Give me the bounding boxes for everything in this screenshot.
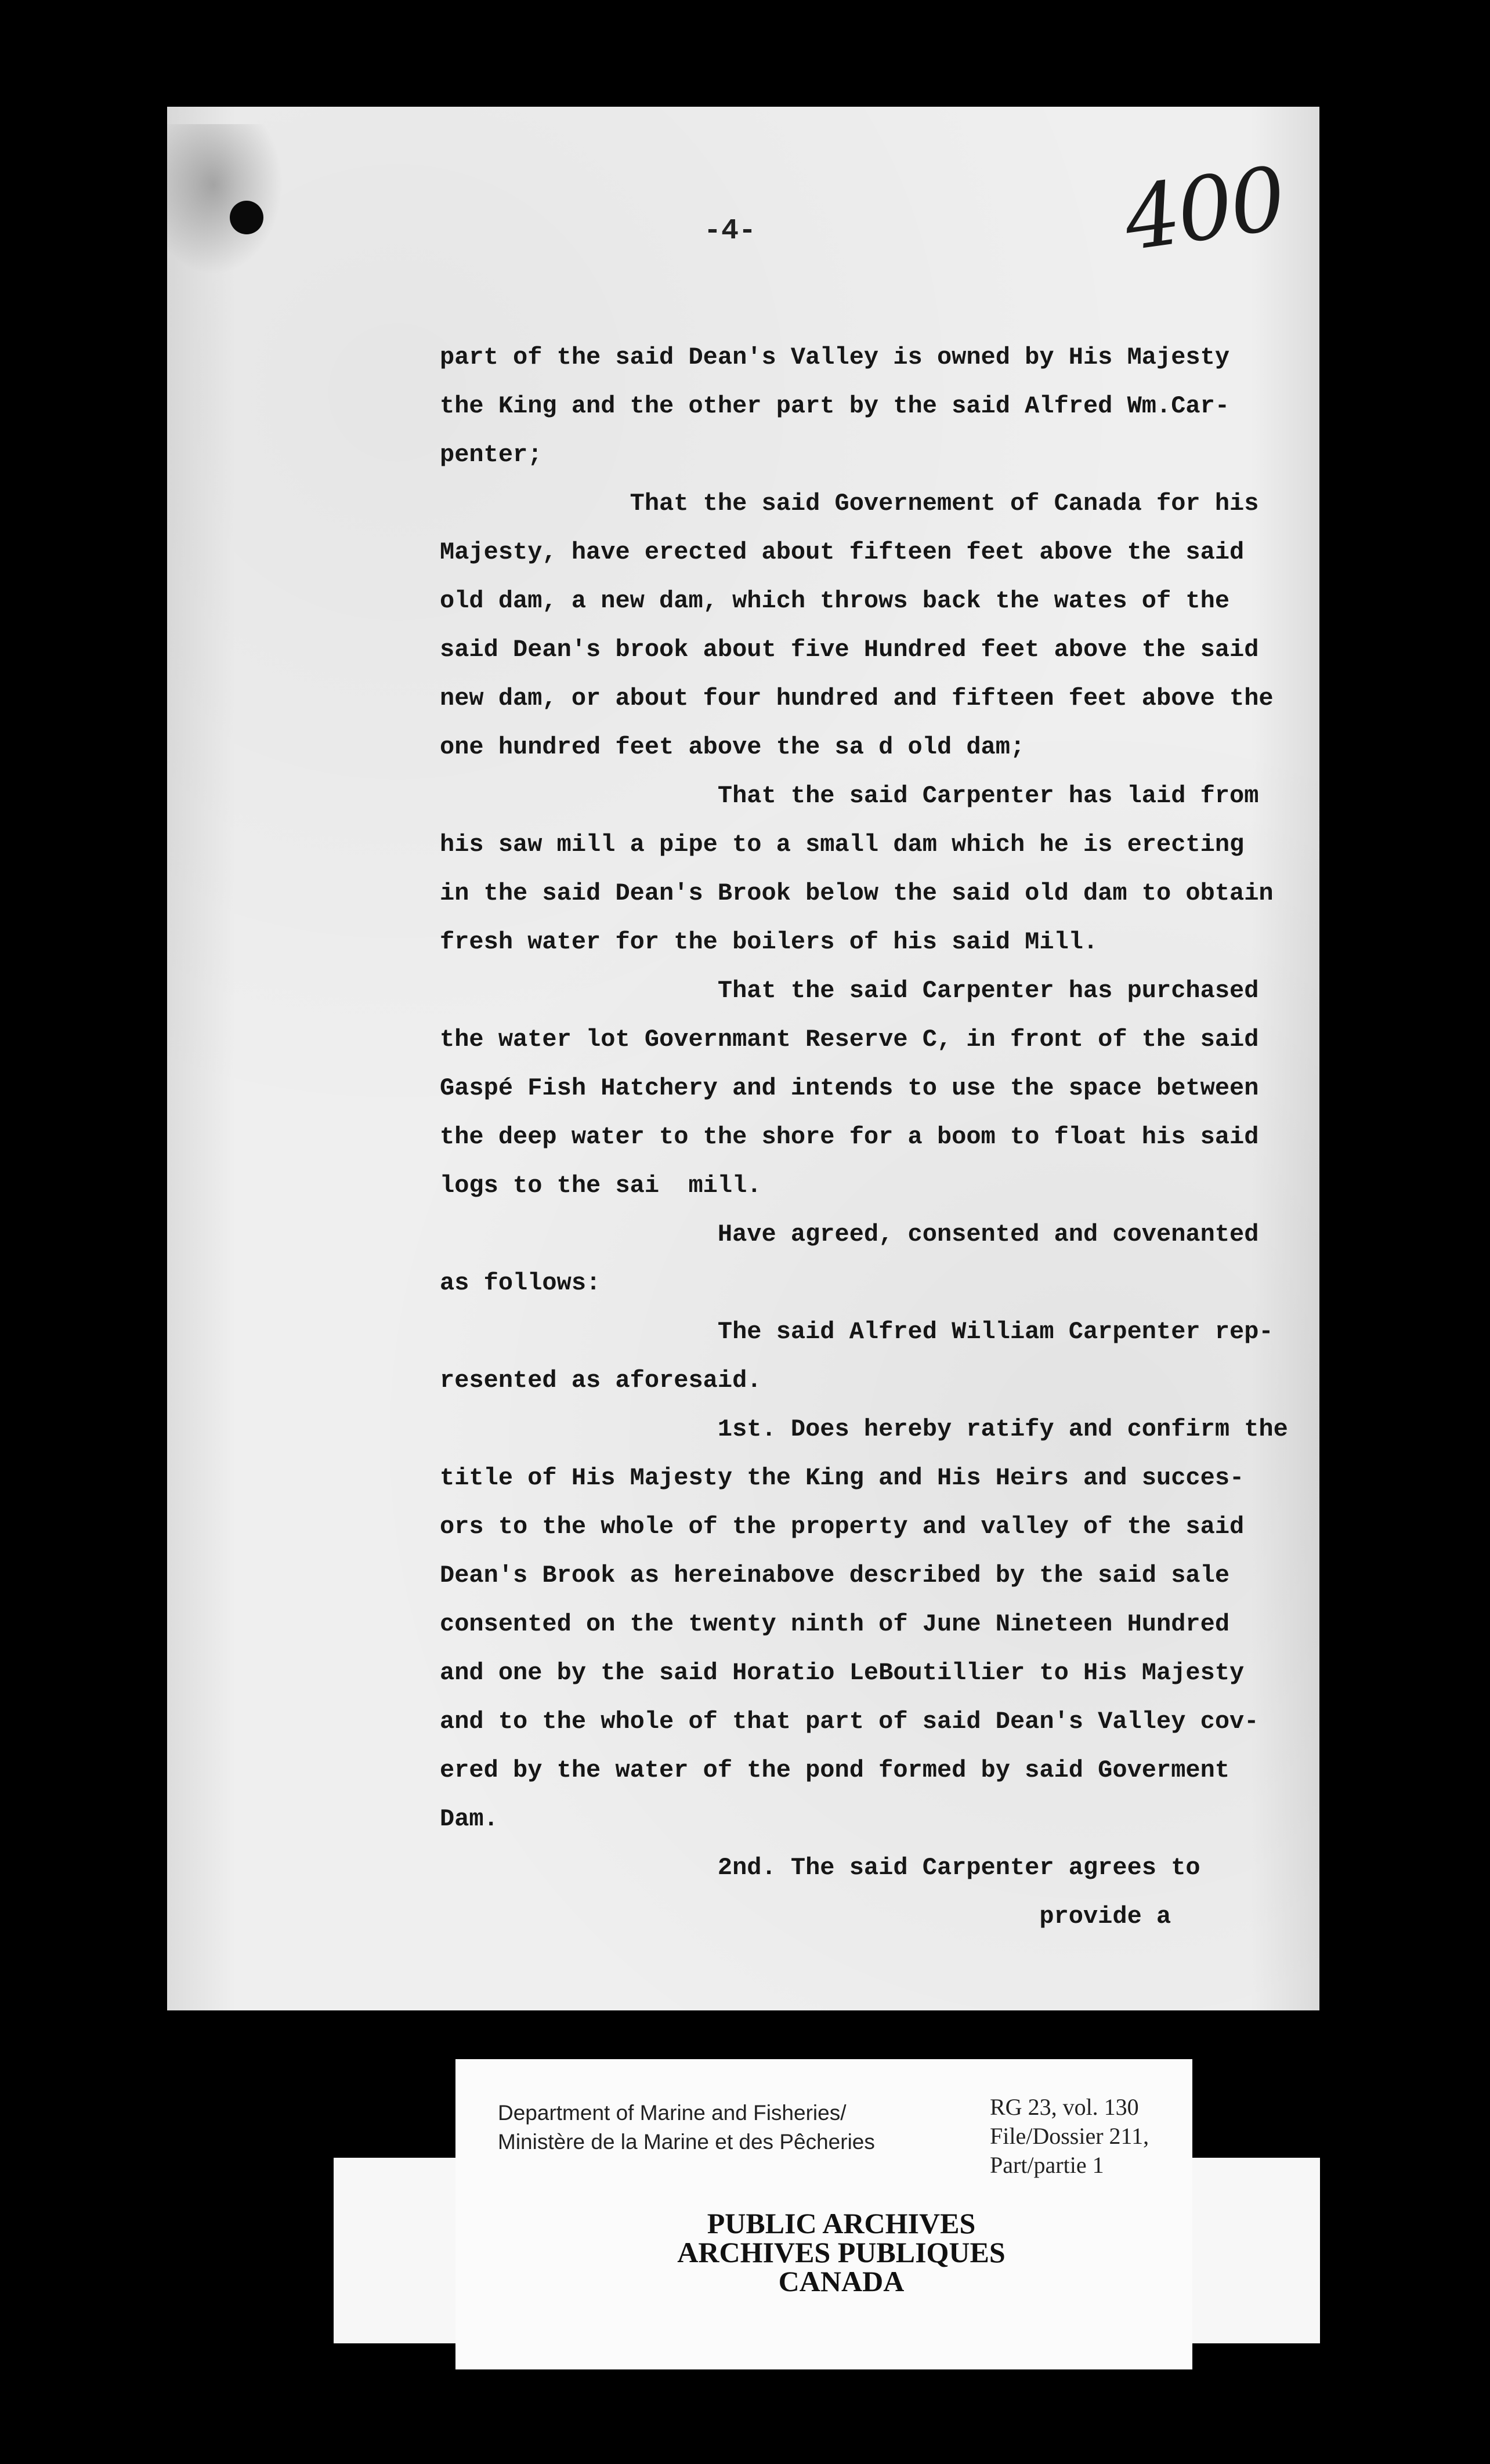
punch-hole (230, 201, 263, 234)
body-line: Majesty, have erected about fifteen feet above the said (440, 538, 1245, 566)
body-line: title of His Majesty the King and His Heirs and succes- (440, 1464, 1245, 1492)
body-line: ors to the whole of the property and valley of the said (440, 1513, 1245, 1541)
body-line: ered by the water of the pond formed by said Goverment (440, 1756, 1230, 1784)
department-line-english: Department of Marine and Fisheries/ (498, 2101, 847, 2125)
body-line: The said Alfred William Carpenter rep- (440, 1318, 1274, 1346)
archives-line-english: PUBLIC ARCHIVES (707, 2207, 976, 2240)
body-line: the deep water to the shore for a boom to float his said (440, 1123, 1259, 1151)
page-number: -4- (704, 215, 757, 248)
body-line: Have agreed, consented and covenanted (440, 1220, 1259, 1248)
body-line: 2nd. The said Carpenter agrees to (440, 1854, 1200, 1882)
page-corner-shadow (167, 124, 283, 275)
body-line: in the said Dean's Brook below the said old dam to obtain (440, 879, 1274, 907)
reference-file: File/Dossier 211, (990, 2123, 1149, 2149)
reference-part: Part/partie 1 (990, 2152, 1104, 2178)
body-line: the water lot Governmant Reserve C, in front of the said (440, 1026, 1259, 1053)
body-line: provide a (440, 1903, 1171, 1930)
document-page (167, 107, 1319, 2010)
body-line: old dam, a new dam, which throws back the wates of the (440, 587, 1230, 615)
body-line: consented on the twenty ninth of June Nineteen Hundred (440, 1610, 1230, 1638)
body-line: Dean's Brook as hereinabove described by the said sale (440, 1561, 1230, 1589)
body-line: fresh water for the boilers of his said Mill. (440, 928, 1098, 956)
body-line: That the said Governement of Canada for his (440, 490, 1259, 517)
body-line: said Dean's brook about five Hundred feet above the said (440, 636, 1259, 664)
body-line: Gaspé Fish Hatchery and intends to use the space between (440, 1074, 1259, 1102)
body-line: one hundred feet above the sa d old dam; (440, 733, 1025, 761)
body-line: logs to the sai mill. (440, 1172, 762, 1200)
archives-stamp (609, 2209, 1073, 2296)
department-line-french: Ministère de la Marine et des Pêcheries (498, 2130, 875, 2154)
department-caption (498, 2099, 875, 2157)
archives-line-country: CANADA (778, 2265, 905, 2298)
handwritten-folio-number: 400 (1118, 148, 1290, 271)
body-line: and to the whole of that part of said Dean's Valley cov- (440, 1708, 1259, 1735)
reference-volume: RG 23, vol. 130 (990, 2094, 1139, 2120)
body-line: Dam. (440, 1805, 498, 1833)
body-line: penter; (440, 441, 543, 469)
typed-body-text (440, 333, 1319, 1941)
archives-line-french: ARCHIVES PUBLIQUES (677, 2236, 1006, 2269)
body-line: the King and the other part by the said Alfred Wm.Car- (440, 392, 1230, 420)
body-line: part of the said Dean's Valley is owned by His Majesty (440, 343, 1230, 371)
body-line: resented as aforesaid. (440, 1367, 762, 1394)
body-line: his saw mill a pipe to a small dam which he is erecting (440, 831, 1245, 858)
body-line: new dam, or about four hundred and fifteen feet above the (440, 684, 1274, 712)
archive-reference (990, 2093, 1149, 2180)
body-line: That the said Carpenter has purchased (440, 977, 1259, 1005)
body-line: 1st. Does hereby ratify and confirm the (440, 1415, 1288, 1443)
body-line: and one by the said Horatio LeBoutillier to His Majesty (440, 1659, 1245, 1687)
body-line: as follows: (440, 1269, 601, 1297)
body-line: That the said Carpenter has laid from (440, 782, 1259, 810)
